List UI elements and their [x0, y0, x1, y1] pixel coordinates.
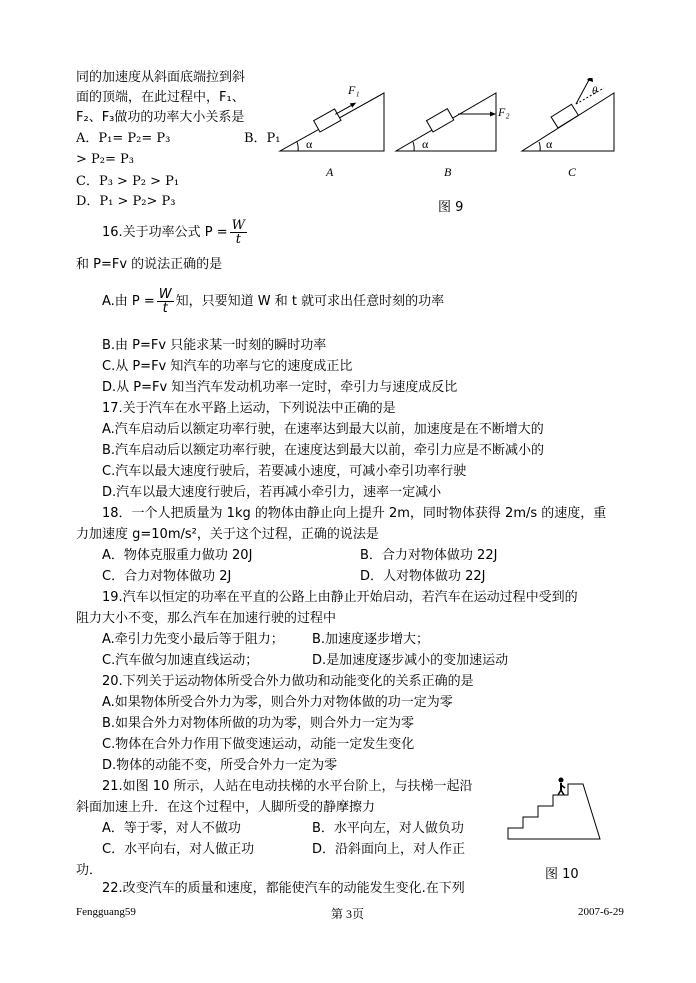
- q21-option-c: C．水平向右，对人做正功: [102, 842, 255, 857]
- fig9-angle-a: α: [306, 137, 313, 151]
- footer-page-number: 第 3页: [331, 907, 365, 921]
- q21-option-a: A．等于零，对人不做功: [102, 821, 241, 836]
- q15-line3: F₂、F₃做功的功率大小关系是: [76, 110, 245, 125]
- q15-option-b: B．P₁: [244, 131, 281, 146]
- q21-option-d: D．沿斜面向上，对人作正: [312, 842, 466, 857]
- q21-line2: 斜面加速上升．在这个过程中，人脚所受的静摩擦力: [76, 800, 376, 815]
- q16-option-c: C.从 P=Fv 知汽车的功率与它的速度成正比: [102, 359, 353, 374]
- q20-option-c: C.物体在合外力作用下做变速运动，动能一定发生变化: [102, 737, 415, 752]
- q16-stem-prefix: 16.关于功率公式 P =: [102, 225, 228, 240]
- q21-line1: 21.如图 10 所示，人站在电动扶梯的水平台阶上，与扶梯一起沿: [102, 779, 473, 794]
- q15-line1: 同的加速度从斜面底端拉到斜: [76, 70, 246, 85]
- q21-option-d-cont: 功．: [76, 863, 103, 878]
- footer-date: 2007-6-29: [578, 906, 624, 918]
- q16-option-b: B.由 P=Fv 只能求某一时刻的瞬时功率: [102, 338, 327, 353]
- q16-option-a: A.由 P = $\frac{W}{t}$ 知，只要知道 W 和 t 就可求出任意时刻的功率: [102, 287, 445, 316]
- q15-line2: 面的顶端，在此过程中，F₁、: [76, 90, 245, 105]
- fig9-angle-theta: θ: [592, 85, 598, 97]
- q18-option-c: C．合力对物体做功 2J: [102, 569, 232, 584]
- q16-option-a-fraction: $\frac{W}{t}$: [158, 287, 172, 316]
- footer-left: Fengguang59: [76, 906, 136, 918]
- q16-fraction: $\frac{W}{t}$: [231, 218, 246, 247]
- q15-option-d: D．P₁ > P₂> P₃: [76, 194, 176, 209]
- q19-line1: 19.汽车以恒定的功率在平直的公路上由静止开始启动，若汽车在运动过程中受到的: [102, 590, 578, 605]
- q17-option-c: C.汽车以最大速度行驶后，若要减小速度，可减小牵引功率行驶: [102, 464, 467, 479]
- q22-line1: 22.改变汽车的质量和速度，都能使汽车的动能发生变化.在下列: [102, 881, 465, 896]
- q17-option-b: B.汽车启动后以额定功率行驶，在速度达到最大以前，牵引力应是不断减小的: [102, 443, 545, 458]
- q15-option-b-cont: > P₂= P₃: [76, 152, 134, 167]
- q20-stem: 20.下列关于运动物体所受合外力做功和动能变化的关系正确的是: [102, 674, 474, 689]
- q18-option-b: B．合力对物体做功 22J: [360, 548, 498, 563]
- q18-option-a: A．物体克服重力做功 20J: [102, 548, 253, 563]
- q15-option-c: C．P₃ > P₂ > P₁: [76, 174, 180, 189]
- fig9-angle-c: α: [546, 137, 553, 151]
- fig10-caption: 图 10: [545, 867, 579, 882]
- q17-option-a: A.汽车启动后以额定功率行驶，在速率达到最大以前，加速度是在不断增大的: [102, 422, 544, 437]
- q19-option-a: A.牵引力先变小最后等于阻力；: [102, 632, 284, 647]
- q19-option-b: B.加速度逐步增大；: [312, 632, 430, 647]
- q16-stem-line2: 和 P=Fv 的说法正确的是: [76, 257, 223, 272]
- q16-option-d: D.从 P=Fv 知当汽车发动机功率一定时，牵引力与速度成反比: [102, 380, 458, 395]
- q17-stem: 17.关于汽车在水平路上运动，下列说法中正确的是: [102, 401, 396, 416]
- fig9-caption: 图 9: [438, 200, 464, 215]
- fig9-angle-b: α: [422, 137, 429, 151]
- q19-line2: 阻力大小不变，那么汽车在加速行驶的过程中: [76, 611, 337, 626]
- q16-stem: [102, 218, 249, 248]
- fig9-force-f1: F₁: [348, 83, 360, 97]
- q15-option-a: A．P₁= P₂= P₃: [76, 131, 171, 146]
- q19-option-d: D.是加速度逐步减小的变加速运动: [312, 653, 509, 668]
- fig9-label-a: A: [326, 165, 334, 179]
- q20-option-d: D.物体的动能不变，所受合外力一定为零: [102, 758, 338, 773]
- fig9-label-c: C: [568, 165, 577, 179]
- q18-line1: 18．一个人把质量为 1kg 的物体由静止向上提升 2m，同时物体获得 2m/s 的速度，重: [102, 506, 607, 521]
- q18-line2: 力加速度 g=10m/s²，关于这个过程，正确的说法是: [76, 527, 379, 542]
- q21-option-b: B．水平向左，对人做负功: [312, 821, 464, 836]
- q18-option-d: D．人对物体做功 22J: [360, 569, 486, 584]
- q20-option-a: A.如果物体所受合外力为零，则合外力对物体做的功一定为零: [102, 695, 453, 710]
- q19-option-c: C.汽车做匀加速直线运动；: [102, 653, 259, 668]
- figure-10: [505, 776, 605, 842]
- fig9-force-f2: F₂: [498, 105, 510, 119]
- q20-option-b: B.如果合外力对物体所做的功为零，则合外力一定为零: [102, 716, 415, 731]
- fig9-label-b: B: [444, 165, 452, 179]
- q17-option-d: D.汽车以最大速度行驶后，若再减小牵引力，速率一定减小: [102, 485, 442, 500]
